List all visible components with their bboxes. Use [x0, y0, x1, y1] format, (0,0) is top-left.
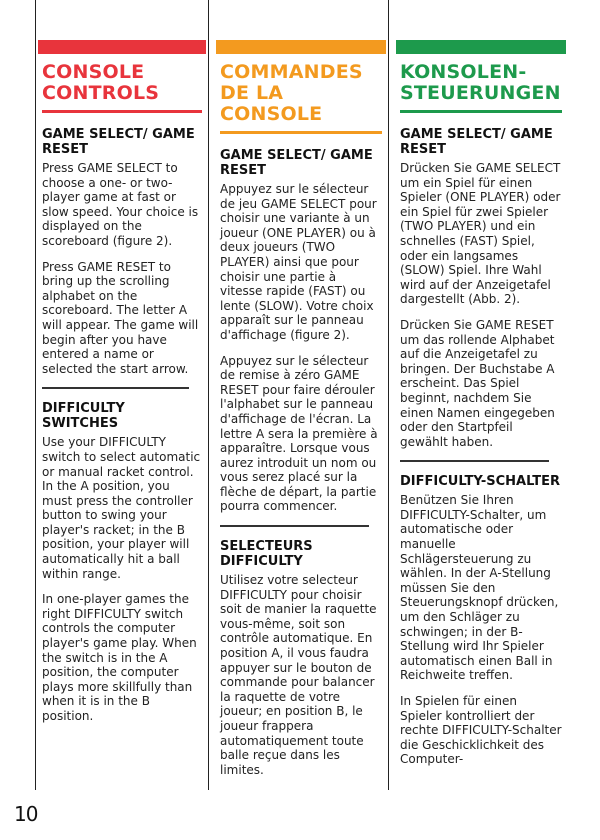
title-rule	[400, 110, 562, 113]
color-bar	[396, 40, 566, 54]
paragraph: In one-player games the right DIFFICULTY switch controls the computer player's game play. When the switch is in the A position, the computer plays more skillfully than when it is in the B position.	[42, 592, 197, 723]
section-divider	[42, 387, 189, 389]
column-title: COMMANDES DE LA CONSOLE	[220, 61, 363, 125]
section-heading: GAME SELECT/ GAME RESET	[400, 127, 553, 157]
paragraph: Press GAME RESET to bring up the scrolling alphabet on the scoreboard. The letter A will appear. The game will begin after you have entered a name or selected the start arrow.	[42, 259, 199, 376]
column-german	[394, 0, 568, 790]
column-content	[400, 127, 562, 767]
paragraph: Benützen Sie Ihren DIFFICULTY-Schalter, um automatische oder manuelle Schlägersteuerung zu wählen. In der A-Stellung müssen Sie den Steuerungsknopf drücken, um den Schläger zu schwingen; in der B-Stellung wird Ihr Spieler automatisch einen Ball in Reichweite treffen.	[400, 493, 559, 683]
paragraph: Appuyez sur le sélecteur de jeu GAME SELECT pour choisir une variante à un joueur (ONE PLAYER) ou à deux joueurs (TWO PLAYER) ainsi que pour choisir une partie à vitesse rapide (FAST) ou lente (SLOW). Votre choix apparaît sur le panneau d'affichage (figure 2).	[220, 182, 377, 342]
paragraph: Drücken Sie GAME SELECT um ein Spiel für einen Spieler (ONE PLAYER) oder ein Spiel für zwei Spieler (TWO PLAYER) und ein schnelles (FAST) Spiel, oder ein langsames (SLOW) Spiel. Ihre Wahl wird auf der Anzeigetafel dargestellt (Abb. 2).	[400, 161, 561, 307]
paragraph: Appuyez sur le sélecteur de remise à zéro GAME RESET pour faire dérouler l'alphabet sur le panneau d'affichage de l'écran. La lettre A sera la première à apparaître. Lorsque vous aurez introduit un nom ou vous serez placé sur la flèche de départ, la partie pourra commencer.	[220, 353, 378, 514]
column-english	[35, 0, 209, 790]
color-bar	[38, 40, 206, 54]
page-number: 10	[14, 802, 38, 826]
section-heading: GAME SELECT/ GAME RESET	[42, 127, 195, 157]
column-title: CONSOLE CONTROLS	[42, 61, 160, 104]
section-heading: SELECTEURS DIFFICULTY	[220, 539, 313, 570]
paragraph: In Spielen für einen Spieler kontrolliert der rechte DIFFICULTY-Schalter die Geschicklichkeit des Computer-	[400, 694, 562, 767]
color-bar	[216, 40, 386, 54]
paragraph: Utilisez votre selecteur DIFFICULTY pour choisir soit de manier la raquette vous-même, soit son contrôle automatique. En position A, il vous faudra appuyer sur le bouton de commande pour balancer la raquette de votre joueur; en position B, le joueur frappera automatiquement toute balle reçue dans les limites.	[220, 573, 377, 777]
paragraph: Use your DIFFICULTY switch to select automatic or manual racket control. In the A position, you must press the controller button to swing your player's racket; in the B position, your player will automatically hit a ball within range.	[42, 435, 201, 581]
section-heading: GAME SELECT/ GAME RESET	[220, 148, 373, 178]
section-divider	[400, 460, 549, 462]
section-heading: DIFFICULTY SWITCHES	[42, 401, 125, 432]
title-rule	[220, 131, 382, 134]
column-content	[220, 148, 382, 777]
column-content	[42, 127, 202, 724]
paragraph: Press GAME SELECT to choose a one- or two-player game at fast or slow speed. Your choice is displayed on the scoreboard (figure 2).	[42, 161, 199, 248]
paragraph: Drücken Sie GAME RESET um das rollende Alphabet auf die Anzeigetafel zu bringen. Der Buchstabe A erscheint. Das Spiel beginnt, nachdem Sie einen Namen eingegeben oder den Startpfeil gewählt haben.	[400, 317, 555, 449]
column-french	[214, 0, 389, 790]
section-heading: DIFFICULTY-SCHALTER	[400, 474, 560, 490]
column-title: KONSOLEN-STEUERUNGEN	[400, 61, 561, 104]
section-divider	[220, 525, 369, 527]
title-rule	[42, 110, 202, 113]
